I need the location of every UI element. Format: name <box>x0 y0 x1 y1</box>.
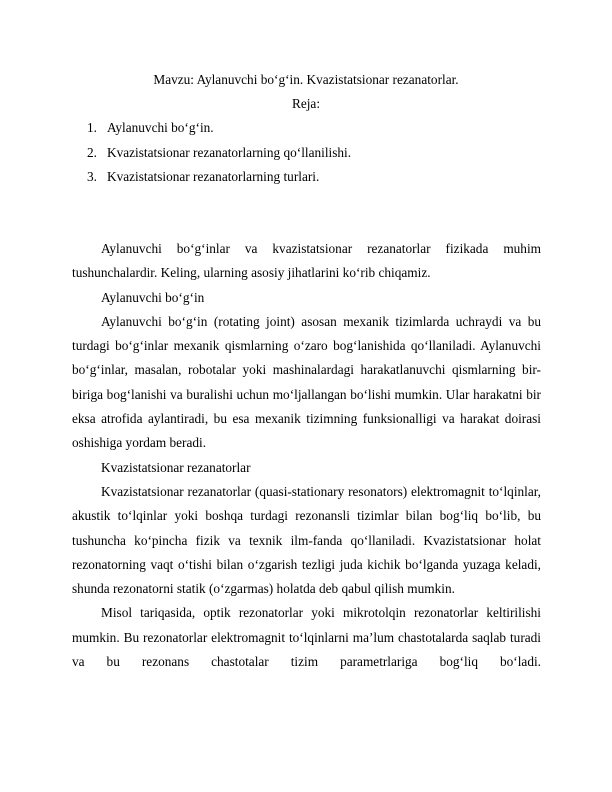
intro-paragraph: Aylanuvchi bo‘g‘inlar va kvazistatsionar rezanatorlar fizikada muhim tushunchalardir. Keling, ularning asosiy jihatlarini ko‘rib chiqamiz. <box>72 241 541 281</box>
section-heading-resonators: Kvazistatsionar rezanatorlar <box>101 459 251 475</box>
plan-list <box>87 119 351 193</box>
resonators-paragraph: Kvazistatsionar rezanatorlar (quasi-stationary resonators) elektromagnit to‘lqinlar, akustik to‘lqinlar yoki boshqa turdagi rezonansli tizimlar bilan bog‘liq bo‘lib, bu tushuncha ko‘pincha fizik va texnik ilm-fanda qo‘llaniladi. Kvazistatsionar holat rezonatorning vaqt o‘tishi bilan o‘zgarish tezligi juda kichik bo‘lganda yuzaga keladi, shunda rezonatorni statik (o‘zgarmas) holatda deb qabul qilish mumkin. <box>72 483 541 597</box>
plan-item-text: Kvazistatsionar rezanatorlarning turlari. <box>107 169 320 184</box>
plan-item-number: 2. <box>87 144 97 160</box>
plan-item-text: Aylanuvchi bo‘g‘in. <box>107 120 214 135</box>
plan-item <box>87 119 351 144</box>
example-paragraph: Misol tariqasida, optik rezonatorlar yoki mikrotolqin rezonatorlar keltirilishi mumkin. Bu rezonatorlar elektromagnit to‘lqinlarni ma’lum chastotalarda saqlab turadi va bu rezonans chastotalar tizim parametrlariga bog‘liq bo‘ladi. <box>72 605 541 670</box>
plan-item <box>87 168 351 193</box>
plan-heading: Reja: <box>291 96 321 111</box>
page-title: Mavzu: Aylanuvchi bo‘g‘in. Kvazistatsionar rezanatorlar. <box>153 72 459 87</box>
plan-item-number: 1. <box>87 120 97 135</box>
body-text <box>72 237 541 674</box>
section-heading-rotating-joint: Aylanuvchi bo‘g‘in <box>101 289 205 305</box>
plan-item <box>87 144 351 169</box>
rotating-joint-paragraph: Aylanuvchi bo‘g‘in (rotating joint) asosan mexanik tizimlarda uchraydi va bu turdagi bo‘g‘inlar mexanik qismlarning o‘zaro bog‘lanishida qo‘llaniladi. Aylanuvchi bo‘g‘inlar, masalan, robotalar yoki mashinalardagi harakatlanuvchi qismlarning bir-biriga bog‘lanishi va buralishi uchun mo‘ljallangan bo‘lishi mumkin. Ular harakatni bir eksa atrofida aylantiradi, bu esa mexanik tizimning funksionalligi va harakat doirasi oshishiga yordam beradi. <box>72 313 541 451</box>
plan-item-text: Kvazistatsionar rezanatorlarning qo‘llanilishi. <box>107 144 352 160</box>
plan-item-number: 3. <box>87 169 97 184</box>
